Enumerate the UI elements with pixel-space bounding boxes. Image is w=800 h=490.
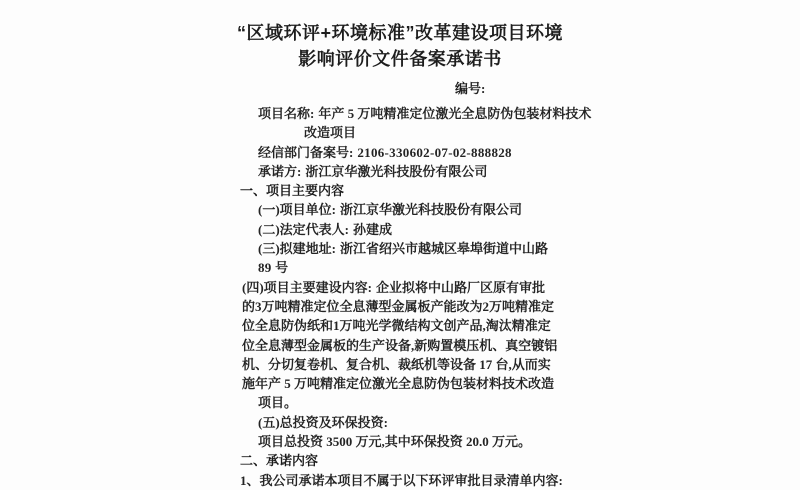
project-name-value-line2: 改造项目 xyxy=(304,125,357,141)
promisor-row xyxy=(232,162,652,181)
serial-number-label: 编号: xyxy=(455,81,486,96)
document-title xyxy=(0,20,800,72)
construction-content-line-0: 企业拟将中山路厂区原有审批 xyxy=(376,279,546,295)
section-project-heading: 一、项目主要内容 xyxy=(240,183,345,199)
construction-content-line: 位全息薄型金属板的生产设备,新购置模压机、真空镀铝 xyxy=(242,337,558,353)
promisor-value: 浙江京华激光科技股份有限公司 xyxy=(305,163,488,179)
document-title-line1: “区域环评+环境标准”改革建设项目环境 xyxy=(236,23,563,43)
construction-content-line: 的3万吨精准定位全息薄型金属板产能改为2万吨精准定 xyxy=(242,298,555,314)
construction-content-line: 机、分切复卷机、复合机、裁纸机等设备 17 台,从而实 xyxy=(242,356,551,372)
construction-content-row xyxy=(232,278,652,297)
commitment-item-1: 1、我公司承诺本项目不属于以下环评审批目录清单内容: xyxy=(240,472,563,488)
legal-representative-value: 孙建成 xyxy=(353,221,393,237)
promisor-label: 承诺方: xyxy=(258,163,302,179)
proposed-address-label: (三)拟建地址: xyxy=(258,241,336,257)
construction-content-line: 项目。 xyxy=(258,395,298,411)
project-unit-value: 浙江京华激光科技股份有限公司 xyxy=(340,202,523,218)
project-name-value-line1: 年产 5 万吨精准定位激光全息防伪包装材料技术 xyxy=(318,106,592,121)
investment-value-row: 项目总投资 3500 万元,其中环保投资 20.0 万元。 xyxy=(258,434,532,450)
project-name-label: 项目名称: xyxy=(258,106,315,121)
filing-number-value: 2106-330602-07-02-888828 xyxy=(357,144,512,160)
document-body xyxy=(232,104,652,490)
proposed-address-value-line2: 89 号 xyxy=(258,260,289,276)
legal-representative-row xyxy=(232,220,652,239)
investment-row: (五)总投资及环保投资: xyxy=(258,414,388,430)
project-name-wrap-row xyxy=(232,123,652,142)
proposed-address-wrap-row xyxy=(232,258,652,277)
legal-representative-label: (二)法定代表人: xyxy=(258,221,349,237)
construction-content-line: 施年产 5 万吨精准定位激光全息防伪包装材料技术改造 xyxy=(242,376,555,392)
document-title-line2: 影响评价文件备案承诺书 xyxy=(298,49,502,69)
construction-content-label: (四)项目主要建设内容: xyxy=(242,279,372,295)
proposed-address-row xyxy=(232,239,652,258)
filing-number-label: 经信部门备案号: xyxy=(258,144,354,160)
construction-content-line: 位全息防伪纸和1万吨光学微结构文创产品,淘汰精准定 xyxy=(242,318,551,334)
proposed-address-value-line1: 浙江省绍兴市越城区皋埠街道中山路 xyxy=(340,241,549,257)
project-unit-label: (一)项目单位: xyxy=(258,202,336,218)
section-commitment-heading: 二、承诺内容 xyxy=(240,453,319,469)
filing-number-row xyxy=(232,143,652,162)
project-unit-row xyxy=(232,200,652,219)
project-name-row xyxy=(232,104,652,123)
